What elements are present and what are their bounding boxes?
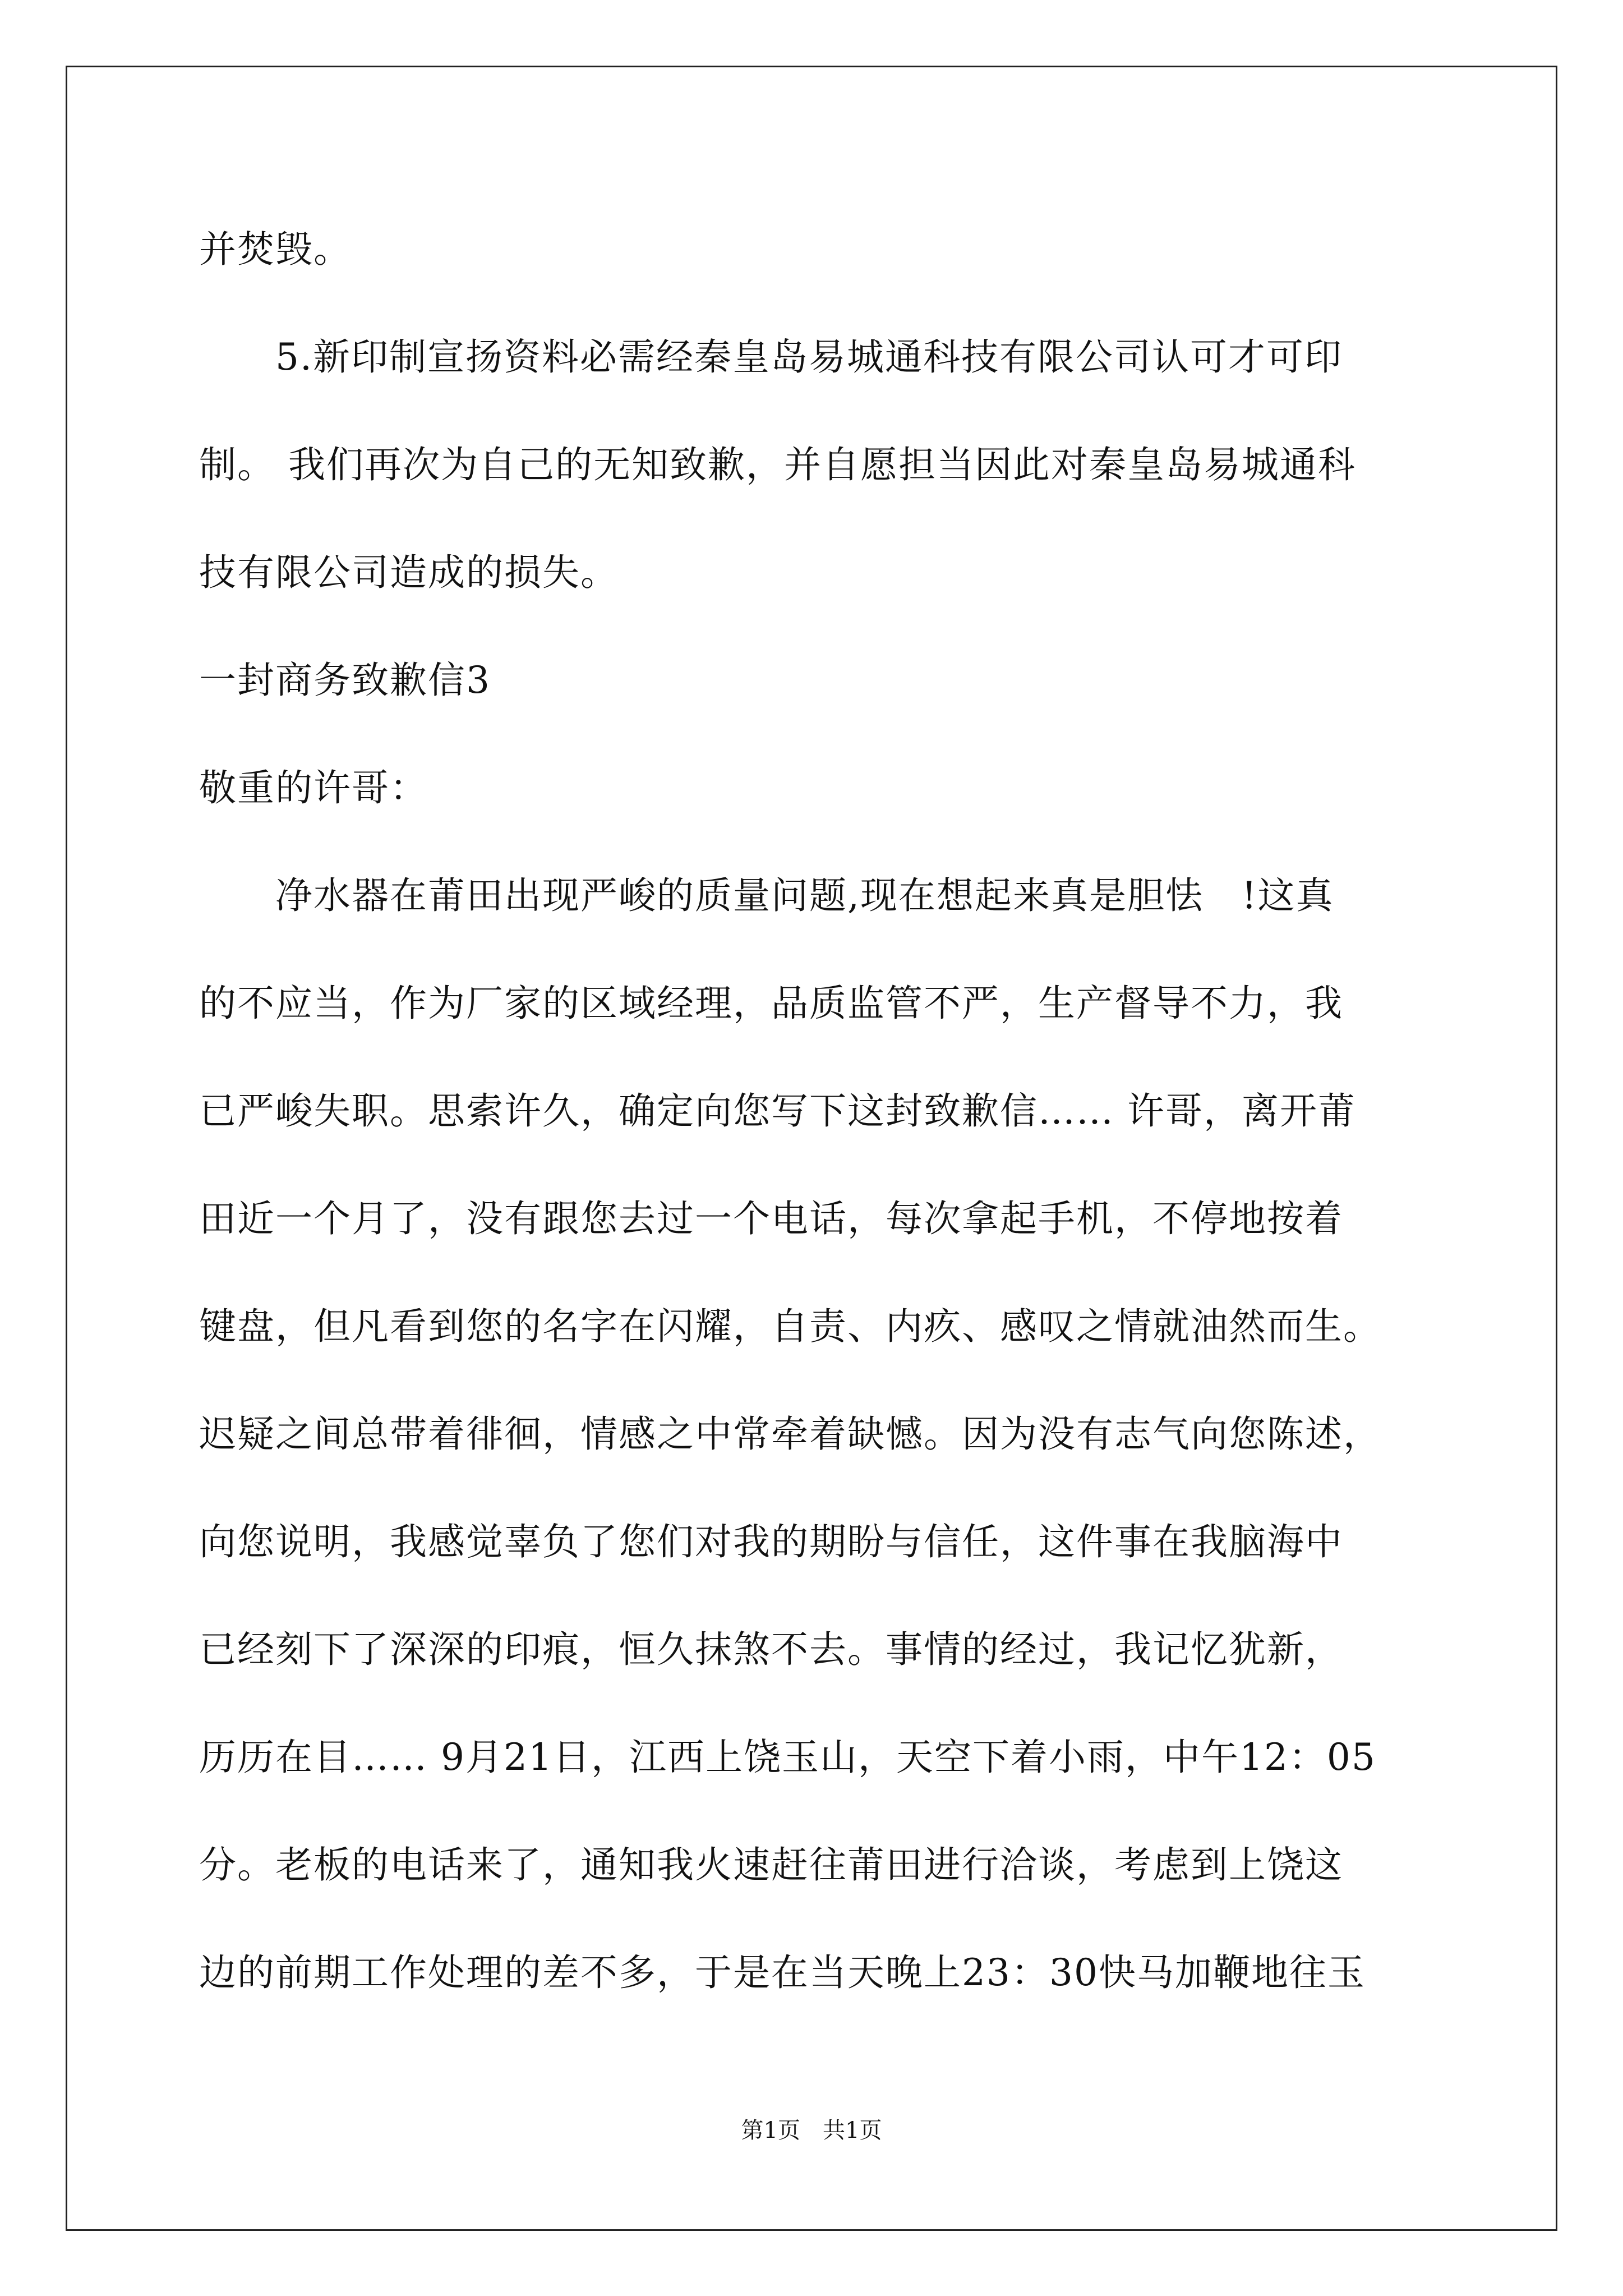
- text-line: 已经刻下了深深的印痕，恒久抹煞不去。事情的经过，我记忆犹新，: [199, 1628, 1343, 1671]
- text-line: 净水器在莆田出现严峻的质量问题,现在想起来真是胆怯 !这真: [199, 874, 1334, 917]
- text-line: 键盘，但凡看到您的名字在闪耀，自责、内疚、感叹之情就油然而生。: [199, 1305, 1381, 1348]
- text-line: 的不应当，作为厂家的区域经理，品质监管不严，生产督导不力，我: [199, 982, 1343, 1025]
- text-line: 迟疑之间总带着徘徊，情感之中常牵着缺憾。因为没有志气向您陈述，: [199, 1412, 1381, 1456]
- text-line: 5.新印制宣扬资料必需经秦皇岛易城通科技有限公司认可才可印: [199, 335, 1343, 379]
- text-line: 向您说明，我感觉辜负了您们对我的期盼与信任，这件事在我脑海中: [199, 1520, 1343, 1563]
- text-line: 田近一个月了，没有跟您去过一个电话，每次拿起手机，不停地按着: [199, 1197, 1343, 1240]
- text-line: 分。老板的电话来了，通知我火速赶往莆田进行洽谈，考虑到上饶这: [199, 1843, 1343, 1887]
- text-line: 并焚毁。: [199, 228, 352, 271]
- text-line: 制。 我们再次为自己的无知致歉，并自愿担当因此对秦皇岛易城通科: [199, 443, 1356, 486]
- text-line: 技有限公司造成的损失。: [199, 551, 619, 594]
- text-line: 边的前期工作处理的差不多，于是在当天晚上23：30快马加鞭地往玉: [199, 1951, 1366, 1994]
- page-border: [66, 66, 1557, 2231]
- salutation: 敬重的许哥：: [199, 766, 428, 809]
- text-line: 历历在目…… 9月21日，江西上饶玉山，天空下着小雨，中午12：05: [199, 1736, 1376, 1779]
- section-heading: 一封商务致歉信3: [199, 659, 491, 702]
- text-line: 已严峻失职。思索许久，确定向您写下这封致歉信…… 许哥，离开莆: [199, 1089, 1356, 1133]
- page-number: 第1页 共1页: [741, 2118, 882, 2143]
